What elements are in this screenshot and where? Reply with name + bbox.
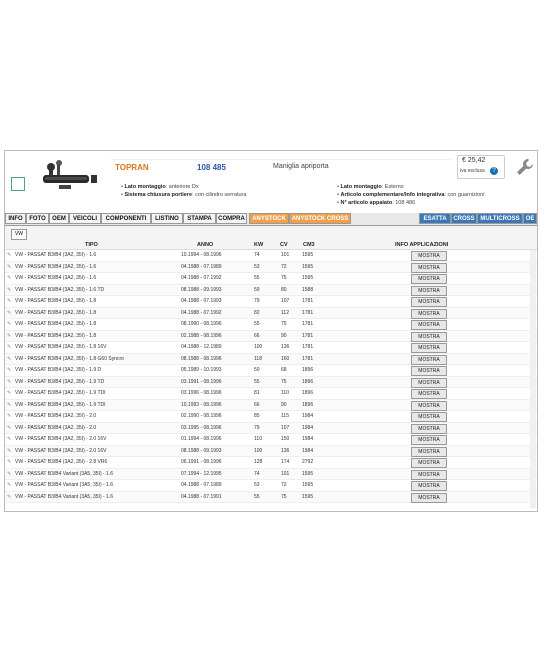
table-row[interactable]: [5, 400, 537, 412]
tab-info[interactable]: INFO: [5, 213, 26, 224]
cell-kw: 100: [254, 344, 263, 350]
pin-icon: ✎: [7, 309, 12, 316]
cell-type: VW - PASSAT B3/B4 (3A2, 35I) - 1.8 G60 Syncro: [15, 355, 124, 362]
table-row[interactable]: [5, 250, 537, 262]
cell-kw: 79: [254, 298, 260, 304]
vehicle-table: [5, 250, 537, 503]
attr-left-0: • Lato montaggio: anteriore Dx: [121, 184, 199, 190]
cell-cm3: 1781: [302, 332, 314, 339]
pin-icon: ✎: [7, 401, 12, 408]
cell-kw: 85: [254, 413, 260, 419]
show-button[interactable]: MOSTRA: [411, 274, 447, 284]
header-separator: [111, 159, 451, 160]
brand-filter-bar: [5, 226, 537, 242]
pin-icon: ✎: [7, 321, 12, 327]
show-button[interactable]: MOSTRA: [411, 481, 447, 491]
col-kw[interactable]: KW: [254, 242, 264, 248]
cell-cm3: 1984: [302, 424, 314, 431]
show-button[interactable]: MOSTRA: [411, 458, 447, 468]
cell-cm3: 1595: [302, 482, 314, 488]
pin-icon: ✎: [7, 298, 12, 304]
pin-icon: ✎: [7, 252, 12, 258]
cell-cv: 160: [281, 355, 290, 362]
price-info-icon[interactable]: ?: [490, 167, 498, 175]
cell-cm3: 1781: [302, 344, 314, 350]
table-scrollbar[interactable]: [530, 250, 536, 508]
cell-kw: 128: [254, 459, 263, 465]
table-row[interactable]: [5, 331, 537, 343]
cell-kw: 79: [254, 424, 260, 431]
cell-cv: 72: [281, 482, 287, 488]
cell-year: 03.1991 - 08.1996: [181, 378, 222, 385]
show-button[interactable]: MOSTRA: [411, 389, 447, 399]
cell-type: VW - PASSAT B3/B4 (3A2, 35I) - 1.8: [15, 309, 97, 316]
cell-type: VW - PASSAT B3/B4 (3A2, 35I) - 1.8: [15, 332, 97, 339]
show-button[interactable]: MOSTRA: [411, 263, 447, 273]
cell-type: VW - PASSAT B3/B4 Variant (3A5, 35I) - 1.6: [15, 470, 114, 477]
table-row[interactable]: [5, 388, 537, 400]
price: € 25,42: [462, 157, 486, 164]
show-button[interactable]: MOSTRA: [411, 493, 447, 503]
pin-icon: ✎: [7, 424, 12, 431]
cell-kw: 66: [254, 401, 260, 408]
cell-cm3: 2792: [302, 459, 314, 465]
cell-cv: 72: [281, 263, 287, 270]
pin-icon: ✎: [7, 447, 12, 454]
cell-cm3: 1781: [302, 321, 314, 327]
cell-year: 04.1988 - 07.1992: [181, 309, 222, 316]
pin-icon: ✎: [7, 275, 12, 281]
cell-year: 04.1988 - 12.1989: [181, 344, 222, 350]
cell-cv: 110: [281, 390, 289, 396]
cell-type: VW - PASSAT B3/B4 (3A2, 35I) - 1.6: [15, 263, 97, 270]
cell-year: 10.1993 - 08.1996: [181, 401, 222, 408]
cell-cm3: 1984: [302, 413, 314, 419]
table-row[interactable]: [5, 262, 537, 274]
cell-kw: 53: [254, 263, 260, 270]
show-button[interactable]: MOSTRA: [411, 424, 447, 434]
cell-year: 04.1988 - 07.1989: [181, 482, 222, 488]
cell-year: 03.1996 - 08.1996: [181, 390, 222, 396]
pin-icon: ✎: [7, 413, 12, 419]
pin-icon: ✎: [7, 344, 12, 350]
cell-cv: 115: [281, 413, 289, 419]
cell-type: VW - PASSAT B3/B4 (3A2, 35I) - 1.6 TD: [15, 286, 105, 293]
cell-kw: 118: [254, 355, 262, 362]
cell-year: 03.1995 - 08.1996: [181, 424, 222, 431]
show-button[interactable]: MOSTRA: [411, 366, 447, 376]
cell-kw: 74: [254, 470, 260, 477]
cell-type: VW - PASSAT B3/B4 Variant (3A5, 35I) - 1.6: [15, 482, 114, 488]
attr-right-2: • N° articolo appaiato: 108 486: [337, 200, 416, 206]
cell-cm3: 1595: [302, 252, 314, 258]
cell-type: VW - PASSAT B3/B4 (3A2, 35I) - 2.0: [15, 413, 97, 419]
cell-type: VW - PASSAT B3/B4 (3A2, 35I) - 1.8: [15, 321, 97, 327]
tab-foto[interactable]: FOTO: [26, 213, 49, 224]
cell-kw: 55: [254, 378, 260, 385]
cell-kw: 110: [254, 436, 262, 442]
article-number[interactable]: 108 485: [197, 163, 226, 172]
show-button[interactable]: MOSTRA: [411, 435, 447, 445]
tab-listino[interactable]: LISTINO: [151, 213, 183, 224]
pin-icon: ✎: [7, 263, 12, 270]
table-row[interactable]: [5, 457, 537, 469]
show-button[interactable]: MOSTRA: [411, 412, 447, 422]
cell-kw: 55: [254, 275, 260, 281]
cell-cv: 136: [281, 447, 290, 454]
cell-cv: 101: [281, 470, 290, 477]
cell-cm3: 1984: [302, 447, 314, 454]
cell-cm3: 1984: [302, 436, 314, 442]
cell-kw: 74: [254, 252, 260, 258]
pin-icon: ✎: [7, 436, 12, 442]
cell-year: 04.1988 - 07.1989: [181, 263, 222, 270]
cell-year: 04.1988 - 07.1991: [181, 493, 222, 500]
show-button[interactable]: MOSTRA: [411, 343, 447, 353]
cell-cm3: 1595: [302, 493, 314, 500]
show-button[interactable]: MOSTRA: [411, 320, 447, 330]
table-row[interactable]: [5, 365, 537, 377]
attr-left-1: • Sistema chiusura portiere: con cilindro serratura: [121, 192, 247, 198]
table-row[interactable]: [5, 354, 537, 366]
cell-cv: 75: [281, 275, 287, 281]
table-row[interactable]: [5, 308, 537, 320]
cell-cm3: 1595: [302, 470, 314, 477]
select-checkbox[interactable]: [11, 177, 25, 191]
product-panel: [4, 150, 538, 512]
pin-icon: ✎: [7, 286, 12, 293]
table-row[interactable]: [5, 377, 537, 389]
show-button[interactable]: MOSTRA: [411, 297, 447, 307]
pin-icon: ✎: [7, 378, 12, 385]
cell-cm3: 1896: [302, 367, 314, 373]
cell-cv: 101: [281, 252, 290, 258]
cell-cv: 136: [281, 344, 290, 350]
product-header: [5, 151, 537, 213]
brand-filter-vw[interactable]: VW: [11, 229, 27, 240]
table-row[interactable]: [5, 296, 537, 308]
cell-cm3: 1896: [302, 378, 314, 385]
table-row[interactable]: [5, 285, 537, 297]
cell-type: VW - PASSAT B3/B4 (3A2, 35I) - 1.6: [15, 252, 97, 258]
cell-year: 08.1988 - 09.1993: [181, 286, 222, 293]
cell-cv: 90: [281, 401, 287, 408]
tab-veicoli[interactable]: VEICOLI: [69, 213, 101, 224]
cell-year: 07.1994 - 12.1995: [181, 470, 222, 477]
col-cv[interactable]: CV: [280, 242, 288, 248]
cell-cm3: 1781: [302, 355, 314, 362]
cell-kw: 55: [254, 321, 260, 327]
cell-kw: 100: [254, 447, 263, 454]
col-type[interactable]: TIPO: [85, 242, 98, 248]
cell-year: 01.1994 - 08.1996: [181, 436, 222, 442]
pin-icon: ✎: [7, 367, 12, 373]
brand-name: TOPRAN: [115, 163, 149, 172]
cell-type: VW - PASSAT B3/B4 (3A2, 35I) - 1.9 TDI: [15, 390, 106, 396]
cell-kw: 81: [254, 390, 260, 396]
cell-cv: 75: [281, 321, 287, 327]
show-button[interactable]: MOSTRA: [411, 378, 447, 388]
cell-type: VW - PASSAT B3/B4 (3A2, 35I) - 1.6: [15, 275, 97, 281]
cell-cm3: 1595: [302, 275, 314, 281]
pin-icon: ✎: [7, 332, 12, 339]
cell-cv: 75: [281, 493, 287, 500]
show-button[interactable]: MOSTRA: [411, 470, 447, 480]
cell-cv: 80: [281, 286, 287, 293]
cell-year: 10.1994 - 08.1996: [181, 252, 222, 258]
pin-icon: ✎: [7, 493, 12, 500]
cell-cm3: 1781: [302, 298, 314, 304]
pin-icon: ✎: [7, 390, 12, 396]
table-row[interactable]: [5, 469, 537, 481]
cell-kw: 55: [254, 493, 260, 500]
cell-cv: 174: [281, 459, 290, 465]
cell-cm3: 1896: [302, 401, 314, 408]
table-row[interactable]: [5, 423, 537, 435]
cell-year: 02.1990 - 08.1996: [181, 413, 222, 419]
tab-oem[interactable]: OEM: [49, 213, 69, 224]
cell-type: VW - PASSAT B3/B4 (3A2, 35I) - 2.8 VR6: [15, 459, 108, 465]
show-button[interactable]: MOSTRA: [411, 355, 447, 365]
tab-oe[interactable]: OE: [523, 213, 537, 224]
table-row[interactable]: [5, 273, 537, 285]
cell-cm3: 1896: [302, 390, 314, 396]
cell-year: 08.1988 - 09.1993: [181, 447, 222, 454]
show-button[interactable]: MOSTRA: [411, 447, 447, 457]
tab-bar: [5, 213, 537, 226]
cell-kw: 82: [254, 309, 260, 316]
attr-right-1: • Articolo complementare/Info integrativa: con guarnizioni: [337, 192, 485, 198]
tab-anystock-cross[interactable]: ANYSTOCK CROSS: [289, 213, 351, 224]
cell-cv: 112: [281, 309, 289, 316]
cell-type: VW - PASSAT B3/B4 (3A2, 35I) - 1.9 TDI: [15, 401, 106, 408]
table-row[interactable]: [5, 446, 537, 458]
door-handle-image: [39, 157, 107, 197]
pin-icon: ✎: [7, 470, 12, 477]
cell-year: 06.1991 - 08.1996: [181, 459, 222, 465]
cell-type: VW - PASSAT B3/B4 (3A2, 35I) - 2.0 16V: [15, 436, 107, 442]
cell-cv: 68: [281, 367, 287, 373]
col-info: INFO APPLICAZIONI: [395, 242, 449, 248]
product-description: Maniglia apriporta: [273, 163, 329, 170]
show-button[interactable]: MOSTRA: [411, 332, 447, 342]
table-row[interactable]: [5, 342, 537, 354]
cell-cm3: 1595: [302, 263, 314, 270]
cell-kw: 59: [254, 286, 260, 293]
table-header: [5, 242, 537, 250]
cell-type: VW - PASSAT B3/B4 (3A2, 35I) - 1.9 TD: [15, 378, 105, 385]
tab-anystock[interactable]: ANYSTOCK: [249, 213, 289, 224]
pin-icon: ✎: [7, 355, 12, 362]
tab-compra[interactable]: COMPRA: [216, 213, 247, 224]
cell-cm3: 1588: [302, 286, 314, 293]
tab-cross[interactable]: CROSS: [451, 213, 477, 224]
pin-icon: ✎: [7, 459, 12, 465]
show-button[interactable]: MOSTRA: [411, 286, 447, 296]
cell-type: VW - PASSAT B3/B4 (3A2, 35I) - 1.8 16V: [15, 344, 107, 350]
cell-cv: 90: [281, 332, 287, 339]
cell-cv: 107: [281, 298, 290, 304]
table-row[interactable]: [5, 434, 537, 446]
cell-type: VW - PASSAT B3/B4 (3A2, 35I) - 2.0: [15, 424, 97, 431]
cell-cv: 150: [281, 436, 290, 442]
tab-multicross[interactable]: MULTICROSS: [477, 213, 523, 224]
pin-icon: ✎: [7, 482, 12, 488]
cell-type: VW - PASSAT B3/B4 (3A2, 35I) - 1.9 D: [15, 367, 102, 373]
cell-kw: 50: [254, 367, 260, 373]
table-row[interactable]: [5, 411, 537, 423]
show-button[interactable]: MOSTRA: [411, 251, 447, 261]
cell-type: VW - PASSAT B3/B4 (3A2, 35I) - 1.8: [15, 298, 97, 304]
attr-right-0: • Lato montaggio: Esterno: [337, 184, 404, 190]
cell-year: 08.1990 - 08.1996: [181, 321, 222, 327]
table-row[interactable]: [5, 480, 537, 492]
cell-type: VW - PASSAT B3/B4 Variant (3A5, 35I) - 1.6: [15, 493, 114, 500]
tab-stampa[interactable]: STAMPA: [183, 213, 216, 224]
table-row[interactable]: [5, 319, 537, 331]
cell-cv: 107: [281, 424, 290, 431]
cell-kw: 53: [254, 482, 260, 488]
tab-componenti[interactable]: COMPONENTI: [101, 213, 151, 224]
vat-note: iva esclusa: [460, 168, 485, 174]
price-box: [457, 155, 505, 179]
tab-esatta[interactable]: ESATTA: [419, 213, 451, 224]
cell-cv: 75: [281, 378, 287, 385]
show-button[interactable]: MOSTRA: [411, 401, 447, 411]
cell-year: 02.1988 - 08.1996: [181, 332, 222, 339]
col-cm3[interactable]: CM3: [303, 242, 315, 248]
col-year[interactable]: ANNO: [197, 242, 214, 248]
cell-year: 08.1988 - 08.1996: [181, 355, 222, 362]
table-row[interactable]: [5, 492, 537, 504]
cell-year: 04.1988 - 07.1992: [181, 275, 222, 281]
show-button[interactable]: MOSTRA: [411, 309, 447, 319]
cell-kw: 66: [254, 332, 260, 339]
wrench-icon[interactable]: [515, 157, 535, 177]
cell-year: 05.1989 - 10.1993: [181, 367, 222, 373]
cell-year: 04.1988 - 07.1993: [181, 298, 222, 304]
cell-type: VW - PASSAT B3/B4 (3A2, 35I) - 2.0 16V: [15, 447, 107, 454]
cell-cm3: 1781: [302, 309, 314, 316]
